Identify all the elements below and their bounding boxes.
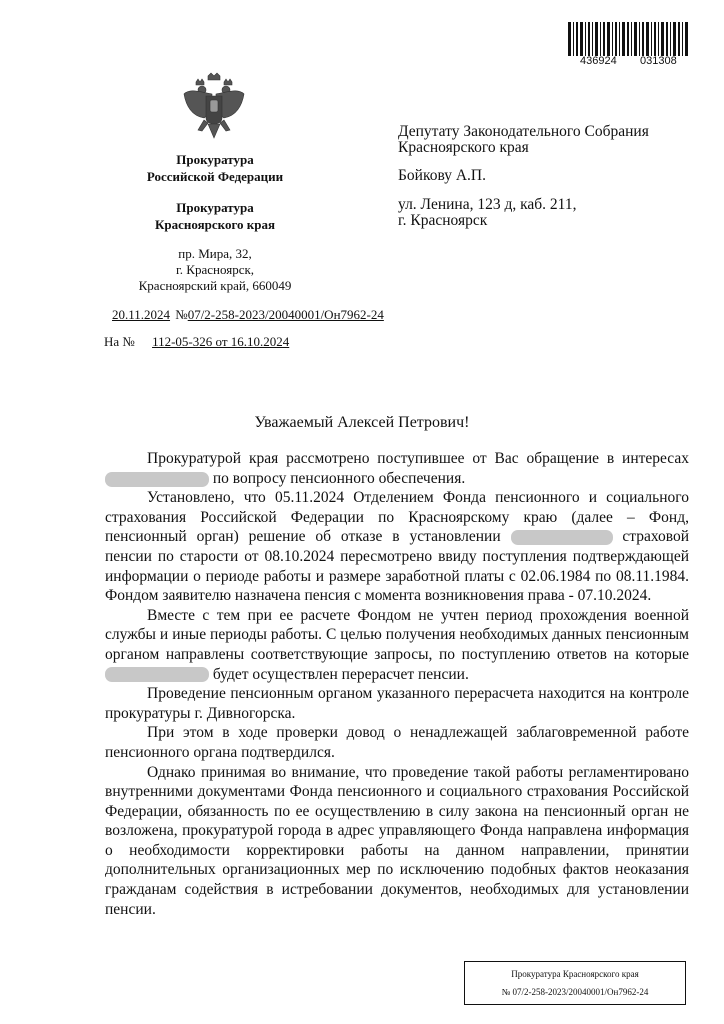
- registration-date: 20.11.2024: [112, 307, 171, 322]
- sender-address-line3: Красноярский край, 660049: [138, 278, 292, 293]
- stamp-line2: № 07/2-258-2023/20040001/Он7962-24: [501, 987, 649, 997]
- barcode-number-left: 436924: [580, 55, 617, 67]
- redacted-name: [511, 530, 613, 545]
- paragraph-3-part-b: будет осуществлен перерасчет пенсии.: [212, 665, 469, 683]
- recipient-line2: Красноярского края: [398, 139, 529, 156]
- sender-address: [105, 246, 325, 294]
- paragraph-2-part-a: Установлено, что 05.11.2024 Отделением Фонда пенсионного и социального страхования Российской Федерации по Красноярскому краю (далее – Фонд, пенсионный орган) решение об отказе в установлении: [105, 489, 689, 546]
- greeting: Уважаемый Алексей Петрович!: [254, 414, 470, 431]
- paragraph-3-part-a: Вместе с тем при ее расчете Фондом не учтен период прохождения военной службы и иные периоды работы. С целью получения необходимых данных пенсионным органом направлены соответствующие запросы, по поступлению ответов на которые: [105, 606, 689, 663]
- paragraph-2: [105, 488, 689, 606]
- sender-org-line1: Прокуратура: [176, 152, 254, 167]
- coat-of-arms-emblem: [182, 72, 246, 148]
- recipient-name: Бойкову А.П.: [398, 167, 486, 184]
- recipient-line1: Депутату Законодательного Собрания: [398, 123, 649, 140]
- redacted-name: [105, 472, 209, 487]
- registration-number: 07/2-258-2023/20040001/Он7962-24: [187, 307, 384, 322]
- paragraph-1: [105, 449, 689, 488]
- stamp-line1: Прокуратура Красноярского края: [511, 969, 639, 979]
- barcode-number-right: 031308: [640, 55, 677, 67]
- barcode: [568, 20, 688, 60]
- paragraph-3: [105, 606, 689, 684]
- paragraph-1-part-b: по вопросу пенсионного обеспечения.: [212, 469, 466, 487]
- sender-region: [110, 199, 320, 233]
- paragraph-5: При этом в ходе проверки довод о ненадлежащей заблаговременной работе пенсионного органа подтвердился.: [105, 724, 689, 761]
- sender-region-line2: Красноярского края: [154, 217, 276, 232]
- redacted-name: [105, 667, 209, 682]
- letter-body: [105, 449, 689, 919]
- registration-number-label: №: [175, 307, 188, 322]
- sender-address-line2: г. Красноярск,: [175, 262, 255, 277]
- sender-org-line2: Российской Федерации: [146, 169, 284, 184]
- sender-address-line1: пр. Мира, 32,: [178, 246, 252, 261]
- reply-reference: [104, 334, 299, 350]
- paragraph-1-part-a: Прокуратурой края рассмотрено поступившее от Вас обращение в интересах: [147, 450, 689, 467]
- reply-value: 112-05-326 от 16.10.2024: [152, 334, 290, 349]
- paragraph-4: Проведение пенсионным органом указанного перерасчета находится на контроле прокуратуры г. Дивногорска.: [105, 685, 689, 722]
- registration-stamp: [464, 961, 686, 1005]
- sender-region-line1: Прокуратура: [176, 200, 254, 215]
- recipient-address: [398, 197, 576, 229]
- sender-org: [110, 151, 320, 185]
- paragraph-2-part-b: страховой пенсии по старости от 08.10.2024 пересмотрено ввиду поступления подтверждающей информации о периоде работы и размере заработной платы с 02.06.1984 по 08.11.1984. Фондом заявителю назначена пенсия с момента возникновения права - 07.10.2024.: [105, 528, 690, 605]
- recipient-address-line1: ул. Ленина, 123 д, каб. 211,: [398, 196, 577, 213]
- paragraph-6: Однако принимая во внимание, что проведение такой работы регламентировано внутренними документами Фонда пенсионного и социального страхования Российской Федерации, обязанность по ее осуществлению в силу закона на пенсионный орган не возложена, прокуратурой города в адрес управляющего Фонда направлена информация о необходимости корректировки работы на данном направлении, принятии дополнительных организационных мер по исключению подобных фактов неоказания гражданам содействия в истребовании документов, необходимых для установлении пенсии.: [105, 763, 689, 918]
- registration-line: [104, 307, 384, 323]
- reply-label: На №: [104, 334, 135, 349]
- recipient-address-line2: г. Красноярск: [398, 212, 488, 229]
- recipient-title: [398, 124, 649, 156]
